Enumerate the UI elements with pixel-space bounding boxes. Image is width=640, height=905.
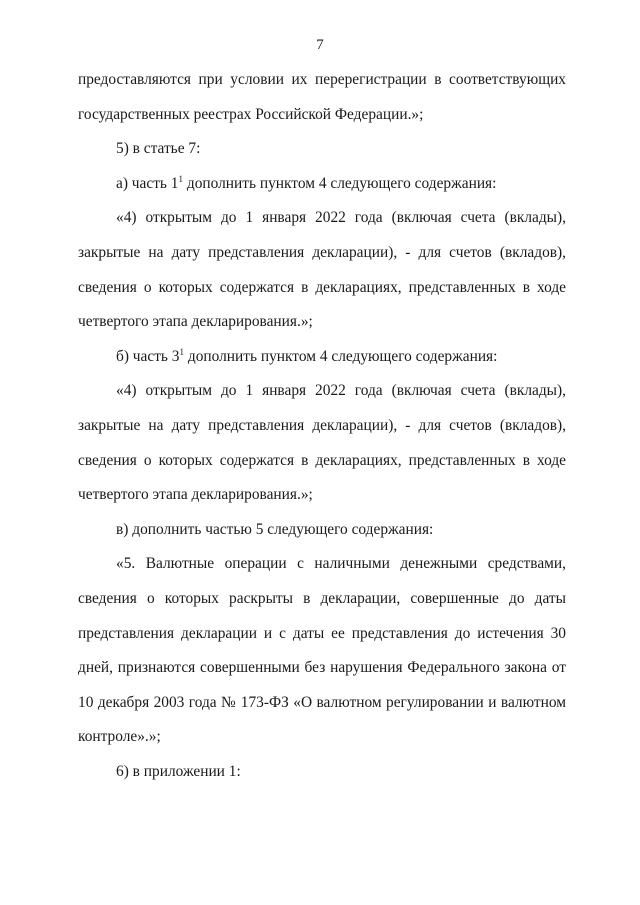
text-line: в) дополнить частью 5 следующего содержания: xyxy=(116,520,434,538)
superscript: 1 xyxy=(179,346,184,357)
quote-line: «4) открытым до 1 января 2022 года (включая счета (вклады), xyxy=(116,382,566,400)
text-line: 10 декабря 2003 года № 173-ФЗ «О валютном регулировании и валютном xyxy=(78,693,566,711)
text-line: сведения о которых раскрыты в декларации, совершенные до даты xyxy=(78,589,566,607)
text-line: дней, признаются совершенными без нарушения Федерального закона от xyxy=(78,659,566,677)
text-line: закрытые на дату представления декларации), - для счетов (вкладов), xyxy=(78,243,566,261)
superscript: 1 xyxy=(178,173,183,184)
paragraph-item-a xyxy=(78,167,566,202)
text-line: государственных реестрах Российской Федерации.»; xyxy=(78,105,424,123)
text-line: сведения о которых содержатся в декларациях, представленных в ходе xyxy=(78,278,566,296)
paragraph-item-b xyxy=(78,340,566,375)
text-line: четвертого этапа декларирования.»; xyxy=(78,313,313,331)
paragraph-item-5 xyxy=(78,132,566,167)
text-line: контроле».»; xyxy=(78,728,161,746)
text-line: закрытые на дату представления декларации), - для счетов (вкладов), xyxy=(78,416,566,434)
text-line: 6) в приложении 1: xyxy=(116,762,241,780)
text-line: четвертого этапа декларирования.»; xyxy=(78,486,313,504)
paragraph-item-6 xyxy=(78,755,566,790)
paragraph-item-v xyxy=(78,513,566,548)
text-line: дополнить пунктом 4 следующего содержания: xyxy=(186,174,497,192)
text-line: а) часть 1 xyxy=(116,174,179,192)
page-number: 7 xyxy=(316,37,324,53)
text-line: дополнить пунктом 4 следующего содержания: xyxy=(187,347,498,365)
text-line: представления декларации и с даты ее представления до истечения 30 xyxy=(78,624,566,642)
quote-line: «5. Валютные операции с наличными денежными средствами, xyxy=(116,555,566,573)
text-line: предоставляются при условии их перерегистрации в соответствующих xyxy=(78,71,566,88)
text-line: сведения о которых содержатся в декларациях, представленных в ходе xyxy=(78,451,566,469)
text-line: 5) в статье 7: xyxy=(116,140,201,158)
text-line: б) часть 3 xyxy=(116,347,180,365)
document-body xyxy=(78,63,566,789)
quote-line: «4) открытым до 1 января 2022 года (включая счета (вклады), xyxy=(116,209,566,227)
